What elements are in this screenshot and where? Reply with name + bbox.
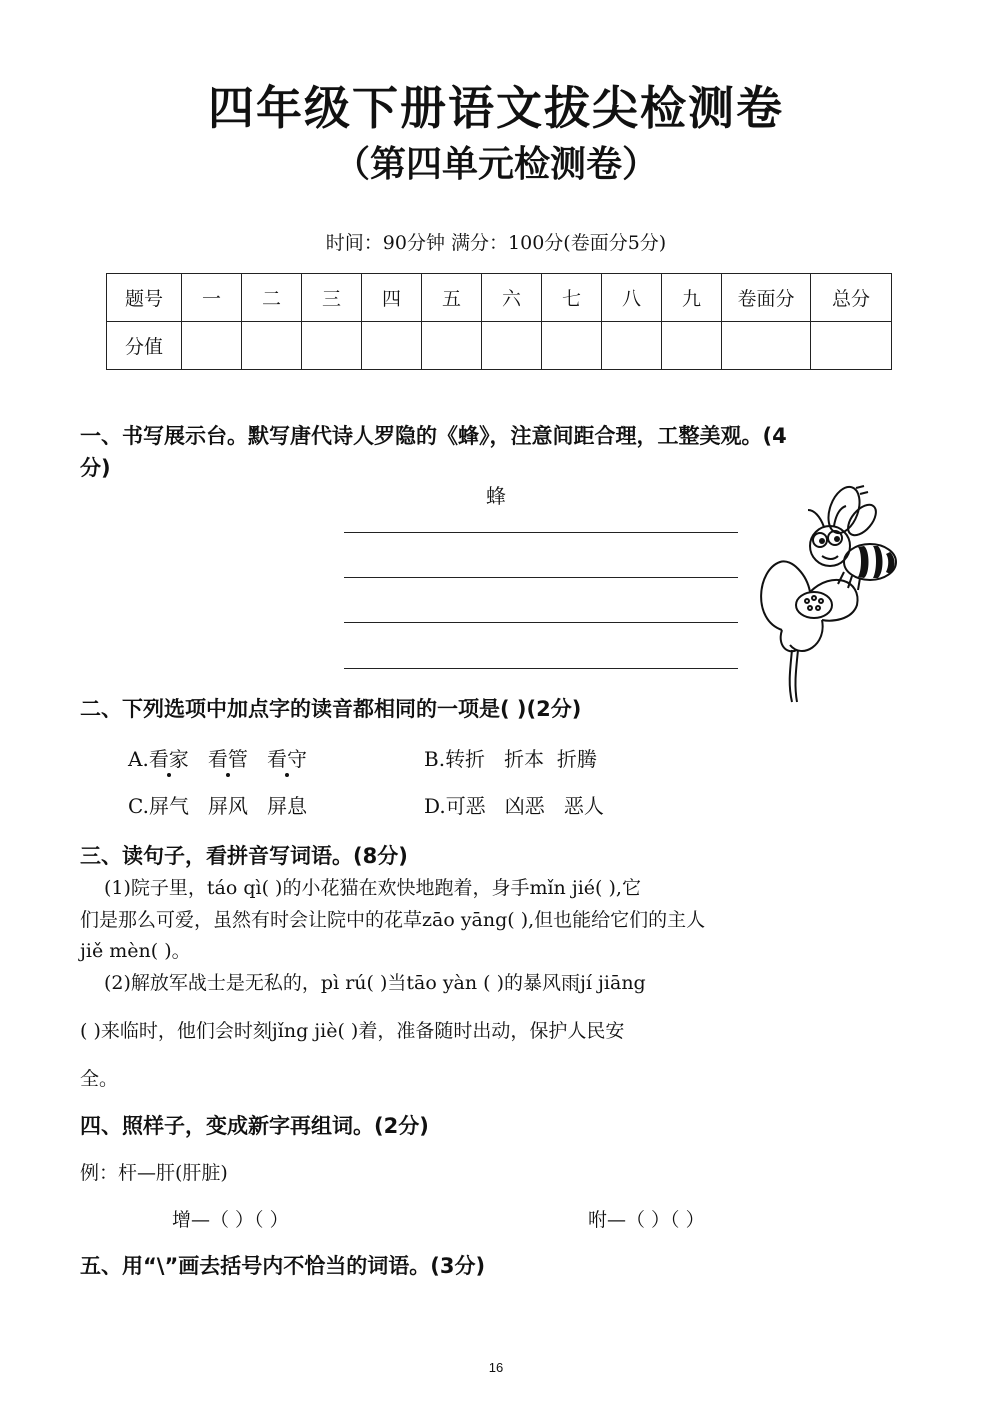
score-cell[interactable] <box>811 322 892 370</box>
page-number: 16 <box>488 1360 504 1375</box>
q4-example: 例：杆—肝(肝脏) <box>80 1162 228 1184</box>
score-table-header-row <box>107 274 892 322</box>
page-title: 四年级下册语文拔尖检测卷 <box>208 81 784 135</box>
option-word: 折腾 <box>556 747 597 771</box>
poem-title: 蜂 <box>486 484 506 508</box>
score-cell[interactable] <box>302 322 362 370</box>
score-cell[interactable] <box>602 322 662 370</box>
option-word: 看守 <box>266 747 307 771</box>
table-cell: 八 <box>602 274 662 322</box>
option-word: 凶恶 <box>504 794 545 818</box>
q4-heading: 四、照样子，变成新字再组词。(2分) <box>80 1114 429 1138</box>
table-cell: 题号 <box>107 274 182 322</box>
q4-item[interactable]: 增—（ ）（ ） <box>172 1209 289 1231</box>
score-cell[interactable] <box>482 322 542 370</box>
writing-line[interactable] <box>344 532 738 533</box>
option-word: 屏息 <box>267 794 308 818</box>
writing-line[interactable] <box>344 668 738 669</box>
table-cell: 九 <box>662 274 722 322</box>
option-label: C. <box>128 794 149 818</box>
score-cell[interactable] <box>542 322 602 370</box>
score-table <box>106 273 892 370</box>
score-cell[interactable] <box>722 322 811 370</box>
q2-option-b[interactable] <box>424 743 597 772</box>
score-table-value-row <box>107 322 892 370</box>
option-word: 转折 <box>445 747 486 771</box>
q2-option-c[interactable] <box>128 790 307 819</box>
table-cell: 七 <box>542 274 602 322</box>
q1-heading-cont: 分) <box>80 456 111 480</box>
writing-line[interactable] <box>344 577 738 578</box>
option-word: 屏气 <box>148 794 189 818</box>
option-word: 折本 <box>504 747 545 771</box>
q3-line: (2)解放军战士是无私的，pì rú( )当tāo yàn ( )的暴风雨jí jiāng <box>104 972 646 994</box>
q3-line: 们是那么可爱，虽然有时会让院中的花草zāo yāng( ),但也能给它们的主人 <box>80 909 706 931</box>
q1-heading: 一、书写展示台。默写唐代诗人罗隐的《蜂》，注意间距合理，工整美观。(4 <box>80 424 787 448</box>
table-cell: 二 <box>242 274 302 322</box>
option-label: A. <box>128 747 149 771</box>
option-word: 恶人 <box>563 794 604 818</box>
table-cell: 六 <box>482 274 542 322</box>
score-cell[interactable] <box>662 322 722 370</box>
table-cell: 卷面分 <box>722 274 811 322</box>
q2-option-d[interactable] <box>424 790 604 819</box>
q2-heading: 二、下列选项中加点字的读音都相同的一项是( )(2分) <box>80 697 582 721</box>
q4-item[interactable]: 咐—（ ）（ ） <box>588 1209 705 1231</box>
table-cell: 三 <box>302 274 362 322</box>
q3-line: 全。 <box>80 1068 119 1090</box>
score-cell[interactable] <box>362 322 422 370</box>
exam-meta: 时间：90分钟 满分：100分(卷面分5分) <box>325 232 667 254</box>
bee-flower-illustration <box>752 480 902 708</box>
option-word: 看家 <box>148 747 189 771</box>
page-subtitle: （第四单元检测卷） <box>333 144 658 185</box>
table-cell: 四 <box>362 274 422 322</box>
option-label: B. <box>424 747 446 771</box>
q2-option-a[interactable] <box>128 743 307 772</box>
q5-heading: 五、用“\”画去括号内不恰当的词语。(3分) <box>80 1254 486 1278</box>
option-word: 屏风 <box>208 794 249 818</box>
q3-line: ( )来临时，他们会时刻jǐng jiè( )着，准备随时出动，保护人民安 <box>80 1020 625 1042</box>
option-word: 看管 <box>207 747 248 771</box>
option-word: 可恶 <box>445 794 486 818</box>
score-cell[interactable] <box>242 322 302 370</box>
score-cell[interactable] <box>422 322 482 370</box>
table-cell: 五 <box>422 274 482 322</box>
table-cell: 分值 <box>107 322 182 370</box>
table-cell: 一 <box>182 274 242 322</box>
writing-line[interactable] <box>344 622 738 623</box>
q3-line: (1)院子里，táo qì( )的小花猫在欢快地跑着，身手mǐn jié( ),它 <box>104 877 641 899</box>
table-cell: 总分 <box>811 274 892 322</box>
q3-line: jiě mèn( )。 <box>80 940 191 962</box>
option-label: D. <box>424 794 446 818</box>
score-cell[interactable] <box>182 322 242 370</box>
q3-heading: 三、读句子，看拼音写词语。(8分) <box>80 844 408 868</box>
